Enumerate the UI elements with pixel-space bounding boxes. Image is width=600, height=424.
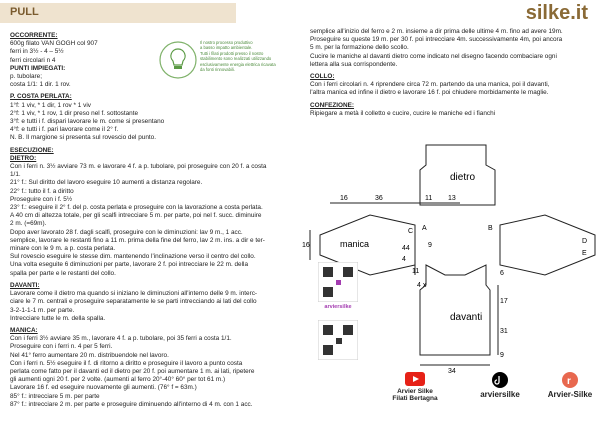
text-line: 85° f.: intrecciare 5 m. per parte [10,392,100,400]
letter-label: E [582,250,587,257]
dimension-label: 34 [448,368,456,375]
letter-label: A [422,225,427,232]
text-line: lettera alla sua corrispondente. [310,60,398,68]
text-line: Dopo aver lavorato 28 f. dagli scalfi, proseguire con le diminuzioni: lav 9 m., 1 acc. [10,228,243,236]
text-line: 22° f.: tutto il f. a diritto [10,187,74,195]
left-column [10,32,298,409]
letter-label: C [408,228,414,235]
costa-heading: P. COSTA PERLATA: [10,93,72,101]
dimension-label: 16 [340,195,348,202]
text-line: 2 m. (=69m). [10,220,47,228]
text-line: Con i ferri n. 3½ avviare 73 m. e lavorare 4 f. a p. tubolare, poi proseguire con 20 f. a costa [10,163,267,171]
text-line: Con i ferri n. 5½ eseguire il f. di ritorno a diritto e proseguire il lavoro a punto costa [10,359,243,367]
davanti-label: davanti [450,312,483,323]
dietro-heading: DIETRO: [10,154,37,162]
dietro-label: dietro [450,172,476,183]
instagram-qr-icon[interactable] [318,262,358,302]
text-line: Proseguire su queste 19 m. per 30 f. poi intrecciare 4m. successivamente 4m, poi ancora [310,36,563,44]
text-line: ferri circolari n 4 [10,56,56,64]
text-line: 1/1. [10,171,21,179]
text-line: perlata come fatto per il davanti ed il dietro per 20 f. poi aumentare 1 m. ai lati, ripetere [10,367,255,375]
text-line: stabilimento sono realizzati utilizzando [200,56,272,62]
dimension-label: 31 [500,328,508,335]
text-line: Proseguire con i f. 5½ [10,195,73,203]
dimension-label: 36 [375,195,383,202]
qr-code-icon[interactable] [318,320,358,360]
collo-heading: COLLO: [310,73,335,81]
confezione-heading: CONFEZIONE: [310,101,355,109]
dimension-label: 9 [428,242,432,249]
text-line: Ripiegare a metà il colletto e cucire, cucire le maniche ed i fianchi [310,109,496,117]
youtube-link[interactable] [380,372,450,402]
ravelry-icon [562,372,578,388]
esecuzione-heading: ESECUZIONE: [10,146,54,154]
youtube-icon [405,372,425,386]
letter-label: B [488,225,493,232]
text-line: Lavorare 16 f. ed eseguire nuovamente gli aumenti. (76° f = 63m.) [10,384,197,392]
ravelry-link[interactable] [540,372,600,399]
text-line: 1°f: 1 viv, * 1 dir, 1 rov * 1 viv [10,101,91,109]
text-line: Sul rovescio eseguire le stesse dim. mantenendo l'inclinazione verso il centro del collo. [10,253,256,261]
text-line: Una volta eseguite 6 diminuzioni per parte, lavorare 2 f. poi intrecciare le 22 m. della [10,261,249,269]
text-line: Cucire le maniche al davanti dietro come indicato nel disegno facendo combaciare ogni [310,52,557,60]
text-line: minare con le 9 m. a p. costa perlata. [10,245,116,253]
dimension-label: 44 [402,245,410,252]
text-line: Proseguire con i ferri n. 4 per 5 ferri. [10,343,113,351]
header [0,0,600,26]
text-line: semplice all'inizio del ferro e 2 m. insieme a dir prima delle ultime 4 m. fino ad avere 19m. [310,28,563,35]
text-line: Il nostro processo produttivo [200,40,253,45]
eco-bulb-icon [158,40,198,80]
text-line: 600g filato VAN GOGH col 907 [10,40,98,48]
text-line: 23° f.: eseguire il 2° f. del p. costa perlata e proseguire con la lavorazione a costa perlata. [10,204,263,212]
eco-text [200,40,300,72]
dimension-label: 16 [302,242,310,249]
text-line: 87° f.: intrecciare 2 m. per parte e proseguire diminuendo all'interno di 4 m. con 1 acc. [10,400,253,408]
text-line: l'altra manica ed infine il dietro e lavorare 16 f. poi chiudere morbidamente le maglie. [310,89,549,97]
right-column [310,28,595,118]
tiktok-link[interactable] [470,372,530,399]
text-line: 4°f: e tutti i f. pari lavorare come il 2° f. [10,126,119,134]
dimension-label: 11 [412,268,420,275]
text-line: Nel 41° ferro aumentare 20 m. distribuendole nel lavoro. [10,351,169,359]
davanti-shape [420,265,490,355]
text-line: Tutti i filati prodotti presso il nostro [200,50,264,56]
dimension-label: 6 [500,270,504,277]
page-title: PULL [10,6,39,18]
text-line: 3°f: e tutti i f. dispari lavorare le m. come si presentano [10,118,165,126]
text-line: N. B. Il margione si presenta sul rovescio del punto. [10,134,156,142]
manica-heading: MANICA: [10,326,38,334]
youtube-label: Arvier Silke Filati Bertagna [392,388,438,402]
text-line: ferri in 3½ - 4 – 5½ [10,48,64,56]
tiktok-icon [492,372,508,388]
tiktok-label: arviersilke [480,390,520,399]
dimension-label: 13 [448,195,456,202]
text-line: a basso impatto ambientale. [200,45,253,51]
manica-label: manica [340,239,370,249]
text-line: da fonti rinnovabili. [200,67,235,73]
dimension-label: 9 [500,352,504,359]
occorrente-heading: OCCORRENTE: [10,32,58,39]
dimension-label: 4 x [417,282,427,289]
text-line: 3-2-1-1-1 m. per parte. [10,306,75,314]
instagram-handle: arviersilke [324,304,352,310]
text-line: A 40 cm di altezza totale, per gli scalfi intrecciare 5 m. per parte, poi nel f. succ. diminuire [10,212,262,220]
text-line: 5 m. per la formazione dello scollo. [310,44,409,52]
dimension-label: 4 [402,256,406,263]
text-line: esclusivamente energia elettrica ricavata [200,61,276,67]
text-line: Intrecciare tutte le m. della spalla. [10,314,106,322]
letter-label: D [582,238,588,245]
text-line: spalla per parte e le restanti del collo. [10,269,116,277]
text-line: Con i ferri 3½ avviare 35 m., lavorare 4 f. a p. tubolare, poi 35 ferri a costa 1/1. [10,335,232,343]
text-line: Con i ferri circolari n. 4 riprendere circa 72 m. partendo da una manica, poi il davanti, [310,81,550,89]
text-line: 21° f.: Sul diritto del lavoro eseguire 10 aumenti a distanza regolare. [10,179,203,187]
text-line: Lavorare come il dietro ma quando si iniziano le diminuzioni all'interno delle 9 m. interc- [10,290,258,298]
text-line: ciare le 7 m. centrali e proseguire separatamente le se parti intrecciando ai lati del collo [10,298,257,306]
dimension-label: 11 [425,195,433,202]
right-sleeve-shape [500,215,595,275]
ravelry-label: Arvier-Silke [547,390,593,399]
dimension-label: 17 [500,298,508,305]
text-line: p. tubolare; [10,73,42,81]
text-line: 2°f: 1 viv, * 1 rov, 1 dir preso nel f. sottostante [10,109,139,117]
svg-text:r: r [567,376,571,387]
punti-heading: PUNTI IMPIEGATI: [10,64,66,72]
text-line: costa 1/1: 1 dir. 1 rov. [10,81,71,89]
text-line: semplice, lavorare le restanti fino a 11 m. prima della fine del ferro, lav 2 m. ins. a dir e ter- [10,236,265,244]
brand-logo: silke.it [525,2,588,24]
text-line: gli aumenti ogni 20 f. per 2 volte. (aumenti al ferro 20°-40° 60° per tot 61 m.) [10,376,226,384]
davanti-heading: DAVANTI: [10,281,40,289]
